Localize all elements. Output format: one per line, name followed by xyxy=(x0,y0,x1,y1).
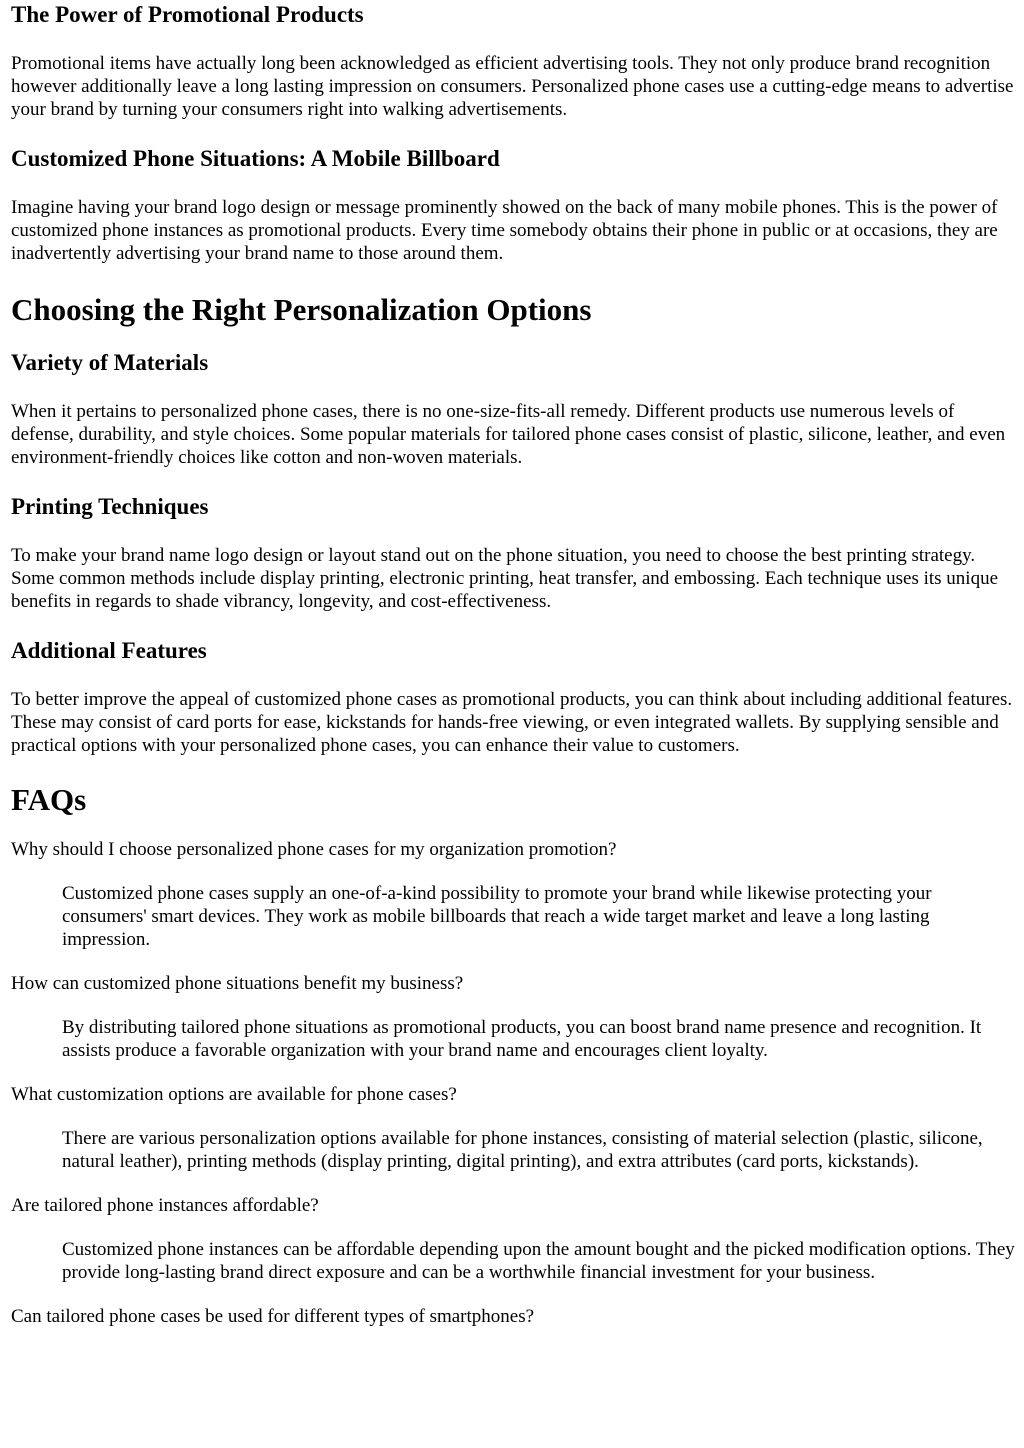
faq-question: Can tailored phone cases be used for different types of smartphones? xyxy=(11,1306,535,1327)
section-paragraph: Promotional items have actually long been acknowledged as efficient advertising tools. They not only produce brand recognition however additionally leave a long lasting impression on consumers. Personalized phone cases use a cutting-edge means to advertise your brand by turning your consumers right into walking advertisements. xyxy=(11,53,1014,120)
faq-question: Why should I choose personalized phone cases for my organization promotion? xyxy=(11,839,617,860)
subsection-heading: Variety of Materials xyxy=(11,350,209,375)
article xyxy=(0,2,1024,1328)
section-heading: Customized Phone Situations: A Mobile Billboard xyxy=(11,146,500,171)
subsection-heading: Additional Features xyxy=(11,638,207,663)
faq-question: How can customized phone situations benefit my business? xyxy=(11,973,464,994)
faq-answer: By distributing tailored phone situations as promotional products, you can boost brand name presence and recognition. It assists produce a favorable organization with your brand name and encourages client loyalty. xyxy=(62,1017,982,1061)
faq-question: What customization options are available for phone cases? xyxy=(11,1084,457,1105)
faq-title: FAQs xyxy=(11,782,87,817)
section-heading: The Power of Promotional Products xyxy=(11,2,364,27)
faq-answer: Customized phone instances can be affordable depending upon the amount bought and the picked modification options. They provide long-lasting brand direct exposure and can be a worthwhile financial investment for your business. xyxy=(62,1239,1015,1283)
subsection-paragraph: When it pertains to personalized phone cases, there is no one-size-fits-all remedy. Different products use numerous levels of defense, durability, and style choices. Some popular materials for tailored phone cases consist of plastic, silicone, leather, and even environment-friendly choices like cotton and non-woven materials. xyxy=(11,401,1006,468)
section-paragraph: Imagine having your brand logo design or message prominently showed on the back of many mobile phones. This is the power of customized phone instances as promotional products. Every time somebody obtains their phone in public or at occasions, they are inadvertently advertising your brand name to those around them. xyxy=(11,197,998,264)
faq-question: Are tailored phone instances affordable? xyxy=(11,1195,319,1216)
subsection-paragraph: To better improve the appeal of customized phone cases as promotional products, you can think about including additional features. These may consist of card ports for ease, kickstands for hands-free viewing, or even integrated wallets. By supplying sensible and practical options with your personalized phone cases, you can enhance their value to customers. xyxy=(11,689,1013,756)
faq-answer: Customized phone cases supply an one-of-a-kind possibility to promote your brand while likewise protecting your consumers' smart devices. They work as mobile billboards that reach a wide target market and leave a long lasting impression. xyxy=(62,883,932,950)
faq-answer: There are various personalization options available for phone instances, consisting of material selection (plastic, silicone, natural leather), printing methods (display printing, digital printing), and extra attributes (card ports, kickstands). xyxy=(62,1128,983,1172)
subsection-paragraph: To make your brand name logo design or layout stand out on the phone situation, you need to choose the best printing strategy. Some common methods include display printing, electronic printing, heat transfer, and embossing. Each technique uses its unique benefits in regards to shade vibrancy, longevity, and cost-effectiveness. xyxy=(11,545,999,612)
subsection-heading: Printing Techniques xyxy=(11,494,209,519)
section-title: Choosing the Right Personalization Options xyxy=(11,292,592,327)
faq-list xyxy=(11,838,1016,1328)
